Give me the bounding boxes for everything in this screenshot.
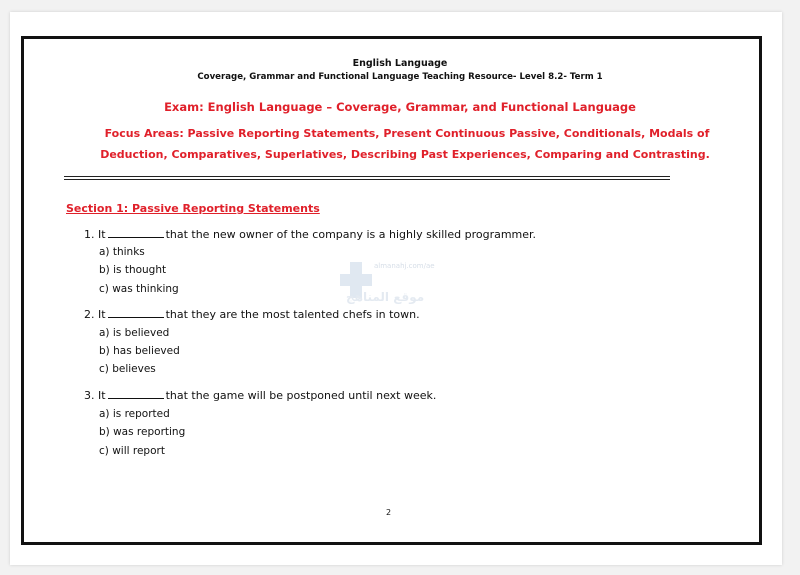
option-b: b) has believed <box>99 345 180 357</box>
question-text: that the game will be postponed until next week. <box>165 389 437 402</box>
question-text: that they are the most talented chefs in town. <box>165 308 420 321</box>
option-a: a) is believed <box>99 327 170 339</box>
question-1 <box>84 228 536 241</box>
option-c: c) will report <box>99 445 165 457</box>
answer-blank <box>108 228 164 238</box>
exam-title: Exam: English Language – Coverage, Grammar, and Functional Language <box>164 100 636 114</box>
focus-areas-line-2: Deduction, Comparatives, Superlatives, Describing Past Experiences, Comparing and Contrasting. <box>100 148 710 161</box>
option-b: b) was reporting <box>99 426 186 438</box>
question-number: 1. <box>84 228 95 241</box>
option-c: c) believes <box>99 363 156 375</box>
header-subtitle: Coverage, Grammar and Functional Language Teaching Resource- Level 8.2- Term 1 <box>197 72 603 82</box>
option-a: a) thinks <box>99 246 145 258</box>
question-prefix: It <box>98 228 106 241</box>
question-number: 2. <box>84 308 95 321</box>
watermark-cross-bar <box>340 274 372 286</box>
answer-blank <box>108 389 164 399</box>
question-prefix: It <box>98 389 106 402</box>
section-divider <box>64 176 670 180</box>
watermark-arabic-text: موقع المناهج <box>346 290 425 304</box>
watermark-url: almanahj.com/ae <box>374 262 435 270</box>
header-title: English Language <box>352 58 448 69</box>
question-prefix: It <box>98 308 106 321</box>
question-number: 3. <box>84 389 95 402</box>
option-c: c) was thinking <box>99 283 179 295</box>
section-title: Section 1: Passive Reporting Statements <box>66 202 320 215</box>
answer-blank <box>108 308 164 318</box>
question-2 <box>84 308 420 321</box>
page-number: 2 <box>386 508 392 517</box>
focus-areas-line-1: Focus Areas: Passive Reporting Statements, Present Continuous Passive, Conditionals, Modals of <box>104 127 710 140</box>
option-b: b) is thought <box>99 264 167 276</box>
question-3 <box>84 389 436 402</box>
question-text: that the new owner of the company is a highly skilled programmer. <box>165 228 537 241</box>
option-a: a) is reported <box>99 408 170 420</box>
